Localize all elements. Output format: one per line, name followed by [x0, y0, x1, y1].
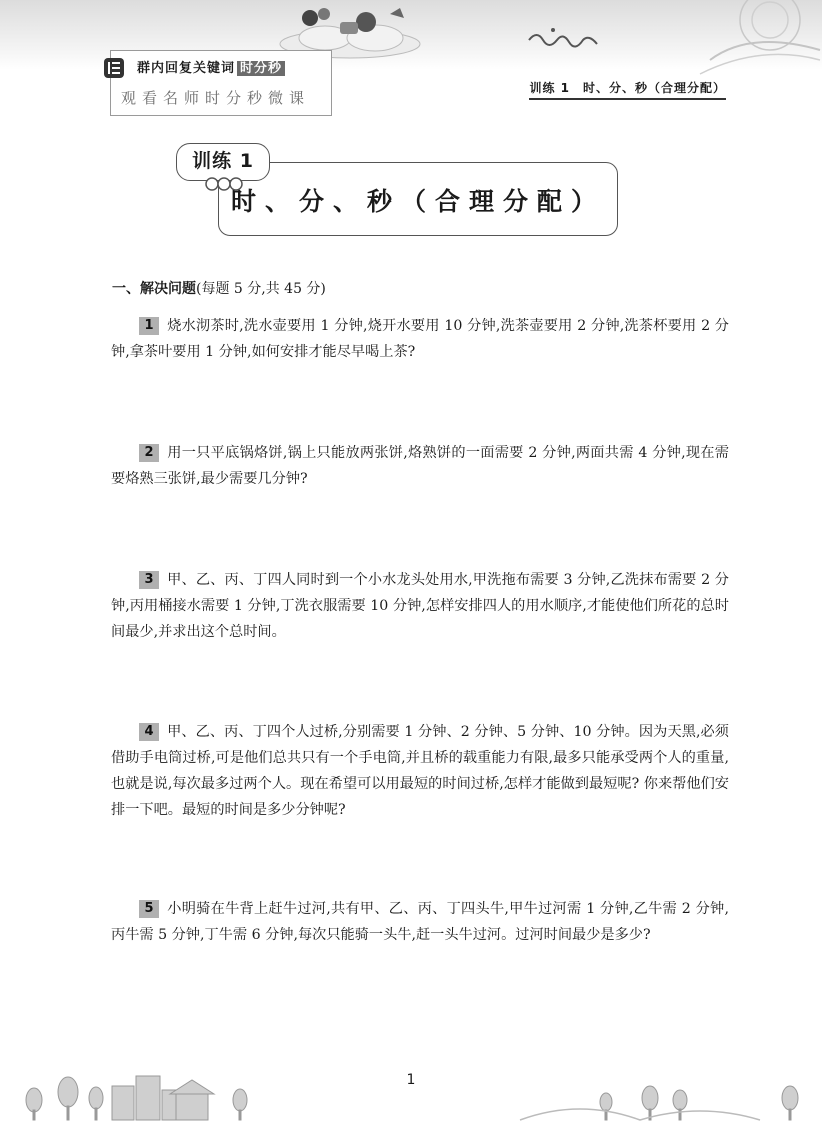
promo-subtitle: 观看名师时分秒微课: [121, 89, 311, 107]
page-title: 时、分、秒（合理分配）: [230, 187, 605, 216]
problem-number: 2: [139, 444, 159, 462]
problem-5: [111, 896, 729, 948]
problem-text: 用一只平底锅烙饼,锅上只能放两张饼,烙熟饼的一面需要 2 分钟,两面共需 4 分钟,现在需要烙熟三张饼,最少需要几分钟?: [111, 445, 729, 487]
problem-text: 小明骑在牛背上赶牛过河,共有甲、乙、丙、丁四头牛,甲牛过河需 1 分钟,乙牛需 2 分钟,丙牛需 5 分钟,丁牛需 6 分钟,每次只能骑一头牛,赶一头牛过河。过河时间最少是多少?: [111, 901, 729, 943]
problem-text: 甲、乙、丙、丁四个人过桥,分别需要 1 分钟、2 分钟、5 分钟、10 分钟。因为天黑,必须借助手电筒过桥,可是他们总共只有一个手电筒,并且桥的载重能力有限,最多只能承受两个人的重量,也就是说,每次最多过两个人。现在希望可以用最短的时间过桥,怎样才能做到最短呢? 你来帮他们安排一下吧。最短的时间是多少分钟呢?: [111, 724, 729, 818]
problem-number: 1: [139, 317, 159, 335]
problem-3: [111, 567, 729, 645]
problem-number: 4: [139, 723, 159, 741]
promo-prefix: 群内回复关键词: [137, 61, 236, 76]
promo-box: [110, 50, 332, 116]
handwritten-sign-decoration: [525, 22, 605, 52]
running-header: 训练 1 时、分、秒（合理分配）: [529, 79, 726, 100]
page-number: 1: [406, 1072, 416, 1088]
problem-text: 甲、乙、丙、丁四人同时到一个小水龙头处用水,甲洗拖布需要 3 分钟,乙洗抹布需要 2 分钟,丙用桶接水需要 1 分钟,丁洗衣服需要 10 分钟,怎样安排四人的用水顺序,才能使他们所花的总时间最少,并求出这个总时间。: [111, 572, 729, 640]
problem-number: 3: [139, 571, 159, 589]
promo-instruction: [137, 57, 285, 76]
promo-keyword: 时分秒: [237, 61, 285, 76]
section-scoring: (每题 5 分,共 45 分): [196, 281, 326, 297]
problem-2: [111, 440, 729, 492]
document-list-icon: [103, 57, 125, 79]
lesson-tag: 训练 1: [176, 143, 270, 181]
section-heading: [112, 278, 326, 298]
problem-4: [111, 719, 729, 823]
problem-1: [111, 313, 729, 365]
problem-text: 烧水沏茶时,洗水壶要用 1 分钟,烧开水要用 10 分钟,洗茶壶要用 2 分钟,洗茶杯要用 2 分钟,拿茶叶要用 1 分钟,如何安排才能尽早喝上茶?: [111, 318, 729, 360]
problem-number: 5: [139, 900, 159, 918]
footer-scenery-decoration: [0, 1062, 822, 1122]
section-title: 一、解决问题: [112, 281, 196, 297]
swirl-decoration: [690, 0, 822, 80]
